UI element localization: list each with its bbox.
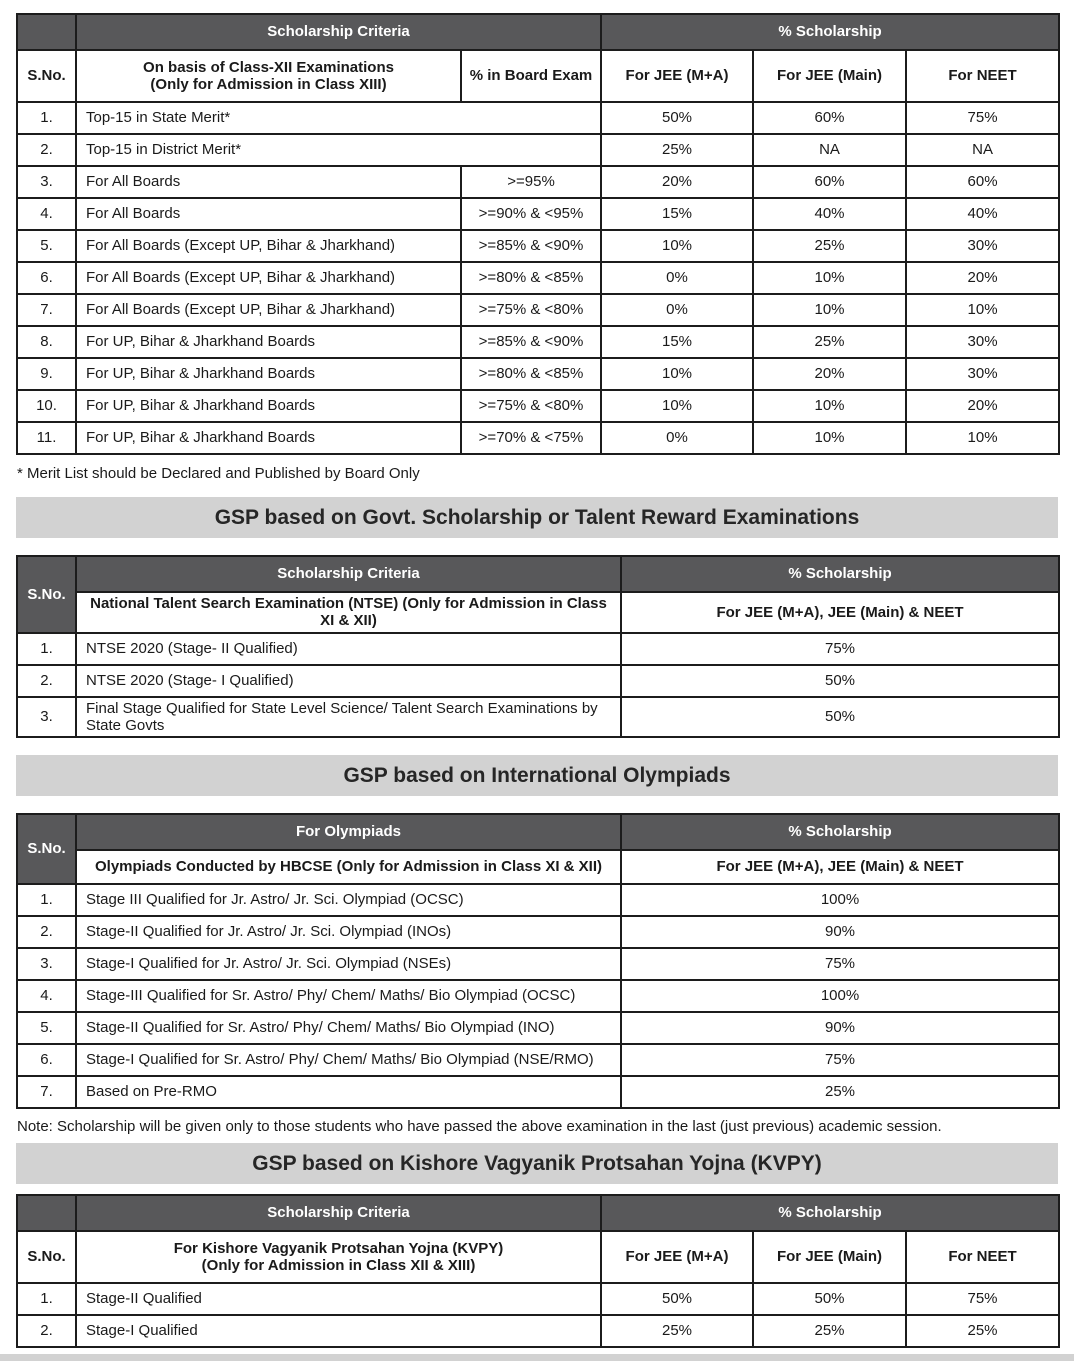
kvpy-section-banner: GSP based on Kishore Vagyanik Protsahan Yojna (KVPY) [16, 1143, 1058, 1184]
cell-sno: 1. [17, 1283, 76, 1315]
cell-jee-main: 25% [753, 230, 906, 262]
cell-scholarship: 25% [621, 1076, 1059, 1108]
cell-jee-ma: 15% [601, 326, 753, 358]
table-row [17, 390, 1059, 422]
cell-criteria: Final Stage Qualified for State Level Science/ Talent Search Examinations by State Govts [76, 697, 621, 738]
criteria-header-line1: On basis of Class-XII Examinations [143, 58, 394, 76]
cell-sno: 6. [17, 1044, 76, 1076]
cell-board: >=85% & <90% [461, 230, 601, 262]
cell-neet: 25% [906, 1315, 1059, 1347]
criteria-column-header [76, 1231, 601, 1283]
table-row [17, 230, 1059, 262]
table-group-header-row [17, 814, 1059, 850]
cell-board: >=80% & <85% [461, 262, 601, 294]
cell-jee-ma: 0% [601, 262, 753, 294]
ntse-scholarship-table [16, 555, 1060, 738]
cell-sno: 2. [17, 916, 76, 948]
cell-neet: 60% [906, 166, 1059, 198]
cell-sno: 2. [17, 1315, 76, 1347]
cell-neet: 30% [906, 358, 1059, 390]
cell-jee-main: 10% [753, 294, 906, 326]
table-group-header-row [17, 556, 1059, 592]
criteria-group-header: Scholarship Criteria [76, 1195, 601, 1231]
table-row [17, 134, 1059, 166]
cell-jee-ma: 10% [601, 230, 753, 262]
cell-neet: 10% [906, 294, 1059, 326]
scholarship-group-header: % Scholarship [601, 1195, 1059, 1231]
criteria-column-header [76, 50, 461, 102]
sno-column-header: S.No. [17, 50, 76, 102]
table-row [17, 262, 1059, 294]
cell-neet: 75% [906, 1283, 1059, 1315]
table-row [17, 198, 1059, 230]
table-row [17, 1283, 1059, 1315]
cell-criteria: Top-15 in State Merit* [76, 102, 601, 134]
cell-jee-ma: 0% [601, 422, 753, 454]
empty-corner-cell [17, 14, 76, 50]
cell-sno: 2. [17, 134, 76, 166]
cell-criteria: Stage-I Qualified [76, 1315, 601, 1347]
olympiad-scholarship-table [16, 813, 1060, 1109]
cell-jee-ma: 15% [601, 198, 753, 230]
table-row [17, 980, 1059, 1012]
table-row [17, 665, 1059, 697]
empty-corner-cell [17, 1195, 76, 1231]
cell-scholarship: 75% [621, 1044, 1059, 1076]
table-row [17, 1315, 1059, 1347]
cell-jee-ma: 25% [601, 1315, 753, 1347]
cell-board: >=95% [461, 166, 601, 198]
cell-jee-main: 10% [753, 390, 906, 422]
cell-sno: 6. [17, 262, 76, 294]
jee-ma-column-header: For JEE (M+A) [601, 50, 753, 102]
board-exam-scholarship-table [16, 13, 1060, 455]
cell-jee-ma: 25% [601, 134, 753, 166]
cell-criteria: For UP, Bihar & Jharkhand Boards [76, 326, 461, 358]
table-row [17, 697, 1059, 738]
cell-scholarship: 100% [621, 884, 1059, 916]
cell-criteria: For UP, Bihar & Jharkhand Boards [76, 358, 461, 390]
cell-scholarship: 90% [621, 916, 1059, 948]
scholarship-group-header: % Scholarship [601, 14, 1059, 50]
cell-criteria: Stage-II Qualified [76, 1283, 601, 1315]
cell-sno: 4. [17, 980, 76, 1012]
cell-sno: 3. [17, 697, 76, 738]
criteria-sub-header: National Talent Search Examination (NTSE) (Only for Admission in Class XI & XII) [76, 592, 621, 633]
cell-scholarship: 75% [621, 948, 1059, 980]
cell-criteria: For All Boards (Except UP, Bihar & Jharkhand) [76, 262, 461, 294]
cell-criteria: For All Boards (Except UP, Bihar & Jharkhand) [76, 230, 461, 262]
table-row [17, 326, 1059, 358]
jee-ma-column-header: For JEE (M+A) [601, 1231, 753, 1283]
criteria-header-line2: (Only for Admission in Class XII & XIII) [201, 1257, 476, 1274]
cell-criteria: For All Boards [76, 198, 461, 230]
cell-sno: 7. [17, 294, 76, 326]
jee-main-column-header: For JEE (Main) [753, 1231, 906, 1283]
criteria-header-line2: (Only for Admission in Class XIII) [150, 76, 387, 93]
sno-column-header: S.No. [17, 814, 76, 884]
cell-criteria: Stage-I Qualified for Jr. Astro/ Jr. Sci. Olympiad (NSEs) [76, 948, 621, 980]
table-column-header-row [17, 1231, 1059, 1283]
cell-jee-main: 10% [753, 262, 906, 294]
scholarship-group-header: % Scholarship [621, 556, 1059, 592]
table-row [17, 916, 1059, 948]
cell-jee-ma: 10% [601, 390, 753, 422]
cell-neet: 20% [906, 262, 1059, 294]
scholarship-group-header: % Scholarship [621, 814, 1059, 850]
table-row [17, 166, 1059, 198]
cell-sno: 5. [17, 230, 76, 262]
cell-sno: 10. [17, 390, 76, 422]
cell-sno: 1. [17, 884, 76, 916]
next-section-banner-edge [0, 1354, 1074, 1361]
cell-board: >=80% & <85% [461, 358, 601, 390]
cell-scholarship: 50% [621, 665, 1059, 697]
cell-neet: NA [906, 134, 1059, 166]
cell-neet: 40% [906, 198, 1059, 230]
criteria-group-header: For Olympiads [76, 814, 621, 850]
cell-board: >=75% & <80% [461, 390, 601, 422]
cell-scholarship: 75% [621, 633, 1059, 665]
cell-jee-main: 50% [753, 1283, 906, 1315]
cell-neet: 20% [906, 390, 1059, 422]
cell-criteria: NTSE 2020 (Stage- I Qualified) [76, 665, 621, 697]
cell-board: >=75% & <80% [461, 294, 601, 326]
cell-sno: 7. [17, 1076, 76, 1108]
cell-scholarship: 100% [621, 980, 1059, 1012]
table-column-header-row [17, 592, 1059, 633]
cell-board: >=90% & <95% [461, 198, 601, 230]
merit-list-footnote: * Merit List should be Declared and Published by Board Only [17, 465, 420, 482]
cell-criteria: Stage III Qualified for Jr. Astro/ Jr. Sci. Olympiad (OCSC) [76, 884, 621, 916]
table-column-header-row [17, 50, 1059, 102]
table-row [17, 1012, 1059, 1044]
cell-jee-ma: 50% [601, 102, 753, 134]
scholarship-sub-header: For JEE (M+A), JEE (Main) & NEET [621, 850, 1059, 884]
cell-criteria: Stage-I Qualified for Sr. Astro/ Phy/ Chem/ Maths/ Bio Olympiad (NSE/RMO) [76, 1044, 621, 1076]
sno-column-header: S.No. [17, 1231, 76, 1283]
cell-jee-ma: 0% [601, 294, 753, 326]
table-group-header-row [17, 14, 1059, 50]
cell-jee-main: 60% [753, 102, 906, 134]
cell-neet: 30% [906, 326, 1059, 358]
table-row [17, 1044, 1059, 1076]
cell-jee-main: 25% [753, 1315, 906, 1347]
olympiad-section-banner: GSP based on International Olympiads [16, 755, 1058, 796]
cell-criteria: NTSE 2020 (Stage- II Qualified) [76, 633, 621, 665]
sno-column-header: S.No. [17, 556, 76, 633]
cell-sno: 11. [17, 422, 76, 454]
cell-jee-main: 40% [753, 198, 906, 230]
cell-jee-main: NA [753, 134, 906, 166]
cell-scholarship: 90% [621, 1012, 1059, 1044]
criteria-group-header: Scholarship Criteria [76, 556, 621, 592]
table-row [17, 633, 1059, 665]
cell-neet: 75% [906, 102, 1059, 134]
neet-column-header: For NEET [906, 50, 1059, 102]
cell-criteria: For UP, Bihar & Jharkhand Boards [76, 390, 461, 422]
kvpy-scholarship-table [16, 1194, 1060, 1348]
scholarship-note: Note: Scholarship will be given only to those students who have passed the above examination in the last (just previous) academic session. [17, 1118, 942, 1135]
scholarship-sub-header: For JEE (M+A), JEE (Main) & NEET [621, 592, 1059, 633]
table-row [17, 358, 1059, 390]
cell-sno: 2. [17, 665, 76, 697]
cell-jee-main: 25% [753, 326, 906, 358]
table-row [17, 294, 1059, 326]
cell-criteria: Stage-II Qualified for Sr. Astro/ Phy/ Chem/ Maths/ Bio Olympiad (INO) [76, 1012, 621, 1044]
cell-sno: 8. [17, 326, 76, 358]
cell-jee-ma: 50% [601, 1283, 753, 1315]
table-row [17, 884, 1059, 916]
cell-sno: 3. [17, 948, 76, 980]
table-column-header-row [17, 850, 1059, 884]
cell-jee-main: 20% [753, 358, 906, 390]
cell-criteria: Stage-III Qualified for Sr. Astro/ Phy/ Chem/ Maths/ Bio Olympiad (OCSC) [76, 980, 621, 1012]
criteria-sub-header: Olympiads Conducted by HBCSE (Only for Admission in Class XI & XII) [76, 850, 621, 884]
cell-jee-main: 60% [753, 166, 906, 198]
cell-scholarship: 50% [621, 697, 1059, 738]
table-group-header-row [17, 1195, 1059, 1231]
govt-scholarship-section-banner: GSP based on Govt. Scholarship or Talent Reward Examinations [16, 497, 1058, 538]
cell-board: >=70% & <75% [461, 422, 601, 454]
cell-jee-ma: 10% [601, 358, 753, 390]
table-row [17, 102, 1059, 134]
cell-jee-main: 10% [753, 422, 906, 454]
cell-sno: 5. [17, 1012, 76, 1044]
board-exam-column-header: % in Board Exam [461, 50, 601, 102]
criteria-group-header: Scholarship Criteria [76, 14, 601, 50]
cell-criteria: For All Boards [76, 166, 461, 198]
cell-sno: 1. [17, 633, 76, 665]
table-row [17, 422, 1059, 454]
neet-column-header: For NEET [906, 1231, 1059, 1283]
cell-sno: 1. [17, 102, 76, 134]
jee-main-column-header: For JEE (Main) [753, 50, 906, 102]
cell-neet: 10% [906, 422, 1059, 454]
cell-board: >=85% & <90% [461, 326, 601, 358]
cell-neet: 30% [906, 230, 1059, 262]
cell-criteria: Stage-II Qualified for Jr. Astro/ Jr. Sci. Olympiad (INOs) [76, 916, 621, 948]
cell-criteria: For All Boards (Except UP, Bihar & Jharkhand) [76, 294, 461, 326]
cell-criteria: For UP, Bihar & Jharkhand Boards [76, 422, 461, 454]
cell-sno: 9. [17, 358, 76, 390]
table-row [17, 1076, 1059, 1108]
cell-sno: 3. [17, 166, 76, 198]
cell-criteria: Based on Pre-RMO [76, 1076, 621, 1108]
table-row [17, 948, 1059, 980]
cell-sno: 4. [17, 198, 76, 230]
cell-jee-ma: 20% [601, 166, 753, 198]
cell-criteria: Top-15 in District Merit* [76, 134, 601, 166]
criteria-header-line1: For Kishore Vagyanik Protsahan Yojna (KVPY) [173, 1239, 504, 1257]
